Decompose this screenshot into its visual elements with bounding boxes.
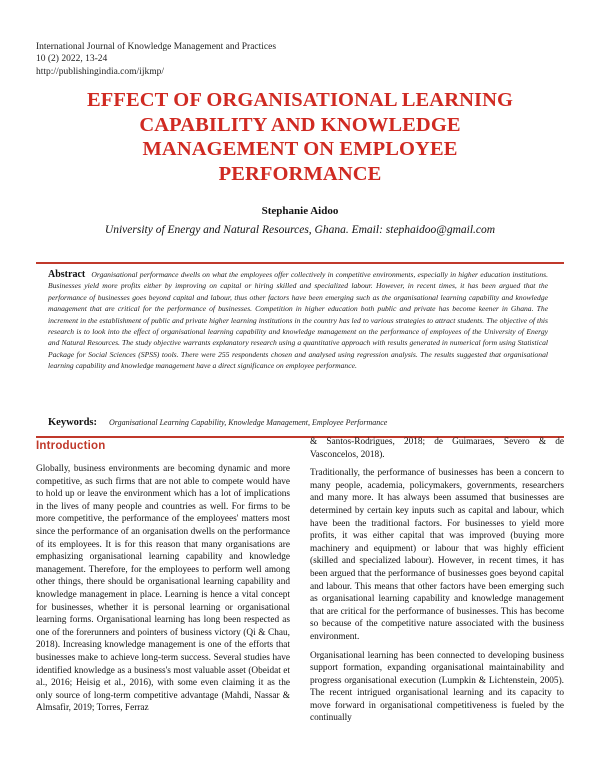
abstract-text: Organisational performance dwells on what the employees offer collectively in competitive environments, especially in higher education institutions. Businesses yield more profits either by improving on capital or hiring skilled and specialized labour. However, in recent times, it has been argued that the performance of businesses goes beyond capital and labour, thus other factors have been emerging such as the organisational learning capability and knowledge management that are critical for the performance of businesses. Competition in higher education both public and private has become keener in Ghana. The increment in the establishment of public and private higher learning institutions in the country has led to various strategies to attract students. The objective of this research is to look into the effect of organisational learning capability and knowledge management on the performance of employees of the University of Energy and Natural Resources. The study objective warrants explanatory research using a quantitative approach with results generated in numerical form using Statistical Package for Social Sciences (SPSS) tools. There were 255 respondents chosen and analysed using regression analysis. The results suggested that organisational learning capability and knowledge management have a direct significance on employee performance.: [48, 270, 548, 371]
journal-volume: 10 (2) 2022, 13-24: [36, 54, 108, 65]
title-line: MANAGEMENT ON EMPLOYEE: [142, 138, 458, 160]
paragraph: & Santos-Rodrigues, 2018; de Guimaraes, Severo & de Vasconcelos, 2018).: [310, 437, 564, 460]
paragraph: Traditionally, the performance of businesses has been a concern to many people, academia, policymakers, governments, researchers and many more. It has always been assumed that businesses are determined by certain key inputs such as capital and labour, which have been the traditional factors. For businesses to yield more profits, it was either capital that was improved (buying more machinery and equipment) or labour that was highly efficient (skilled and specialized labour). However, in recent times, it has been argued that the performance of businesses goes beyond capital and labour. This means that other factors have been emerging such as organisational learning capability and knowledge management that are critical for the performance of businesses. This has become so because of the competitive nature associated with the business environment.: [310, 468, 564, 642]
abstract-label: Abstract: [48, 269, 86, 280]
journal-name: International Journal of Knowledge Management and Practices: [36, 42, 277, 52]
abstract-box: [36, 262, 564, 438]
paragraph: Organisational learning has been connected to developing business support formation, expanding organisational maintainability and progress organisational execution (Lumpkin & Lichtenstein, 2005). The recent intrigued organisational learning and its capacity to move forward in organisational competitiveness is fueled by the continually: [310, 650, 564, 724]
author-name: Stephanie Aidoo: [261, 205, 339, 217]
paragraph: Globally, business environments are becoming dynamic and more competitive, as such firms that are not able to compete would have to hold up or leave the environment which has a lot of implications in the lives of many people and countries as well. For firms to be more competitive, the performance of the employees' matters most since the performance of an organisation dwells on the performance of its employees. It is for this reason that many organisations are emphasizing organisational learning capability and knowledge management. Therefore, for the employees to perform well among other things, there should be organisational learning capability and knowledge management in place. Learning is hence a vital concept for businesses, whether it is personal learning or organisational learning forms. Organisational learning has long been respected as one of the forerunners and pointers of business victory (Qi & Chau, 2018). Increasing knowledge management is one of the efforts that businesses make to achieve long-term success. Several studies have identified knowledge as a business's most valuable asset (Obeidat et al., 2016; Heisig et al., 2016), with some even claiming it as the only source of long-term competitive advantage (Mahdi, Nassar & Almsafir, 2019; Torres, Ferraz: [36, 464, 290, 714]
keywords-label: Keywords:: [48, 417, 97, 428]
title-line: EFFECT OF ORGANISATIONAL LEARNING: [86, 89, 514, 111]
right-column: [310, 436, 564, 731]
journal-header: [36, 41, 276, 78]
author-affiliation: University of Energy and Natural Resources, Ghana. Email: stephaidoo@gmail.com: [104, 224, 496, 236]
journal-url[interactable]: http://publishingindia.com/ijkmp/: [36, 66, 164, 77]
keywords-text: Organisational Learning Capability, Knowledge Management, Employee Performance: [109, 418, 388, 427]
title-line: PERFORMANCE: [218, 162, 382, 185]
keywords: [48, 417, 558, 428]
section-heading-introduction: Introduction: [36, 440, 106, 452]
title-line: CAPABILITY AND KNOWLEDGE: [139, 113, 461, 136]
left-column: [36, 463, 290, 721]
abstract: [48, 269, 548, 372]
paper-title: [40, 88, 560, 186]
